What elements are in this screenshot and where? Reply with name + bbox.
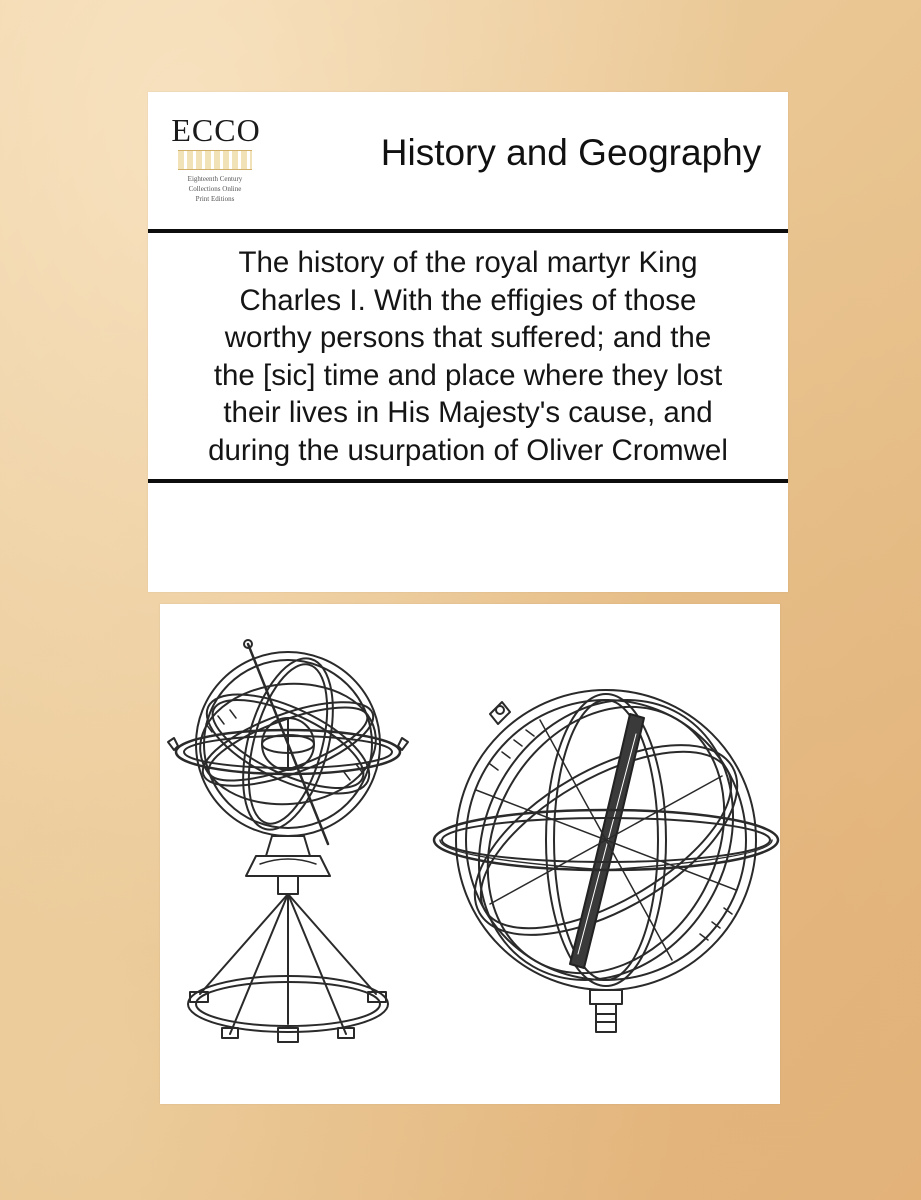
series-title: History and Geography [380,132,762,173]
armillary-spheres-icon [160,604,780,1104]
logo-caption-line: Print Editions [195,195,235,203]
logo-caption-line: Collections Online [188,185,242,193]
book-title [148,244,788,469]
logo-decorative-strip [178,150,252,170]
top-divider [148,229,788,233]
book-title-line: their lives in His Majesty's cause, and [223,396,713,429]
book-title-line: Charles I. With the effigies of those [239,283,697,317]
left-armillary-sphere [168,640,408,1042]
book-title-line: during the usurpation of Oliver Cromwel [208,433,728,467]
logo-caption [172,174,258,204]
ecco-logo [168,106,264,224]
book-title-line: The history of the royal martyr King [238,246,698,279]
book-title-line: worthy persons that suffered; and the [224,321,712,354]
bottom-divider [148,479,788,483]
right-armillary-sphere [429,654,780,1032]
title-panel [148,92,788,592]
logo-mark: ECCO [171,112,261,148]
book-title-line: the [sic] time and place where they lost [213,358,723,392]
illustration-panel [160,604,780,1104]
logo-caption-line: Eighteenth Century [187,175,243,183]
